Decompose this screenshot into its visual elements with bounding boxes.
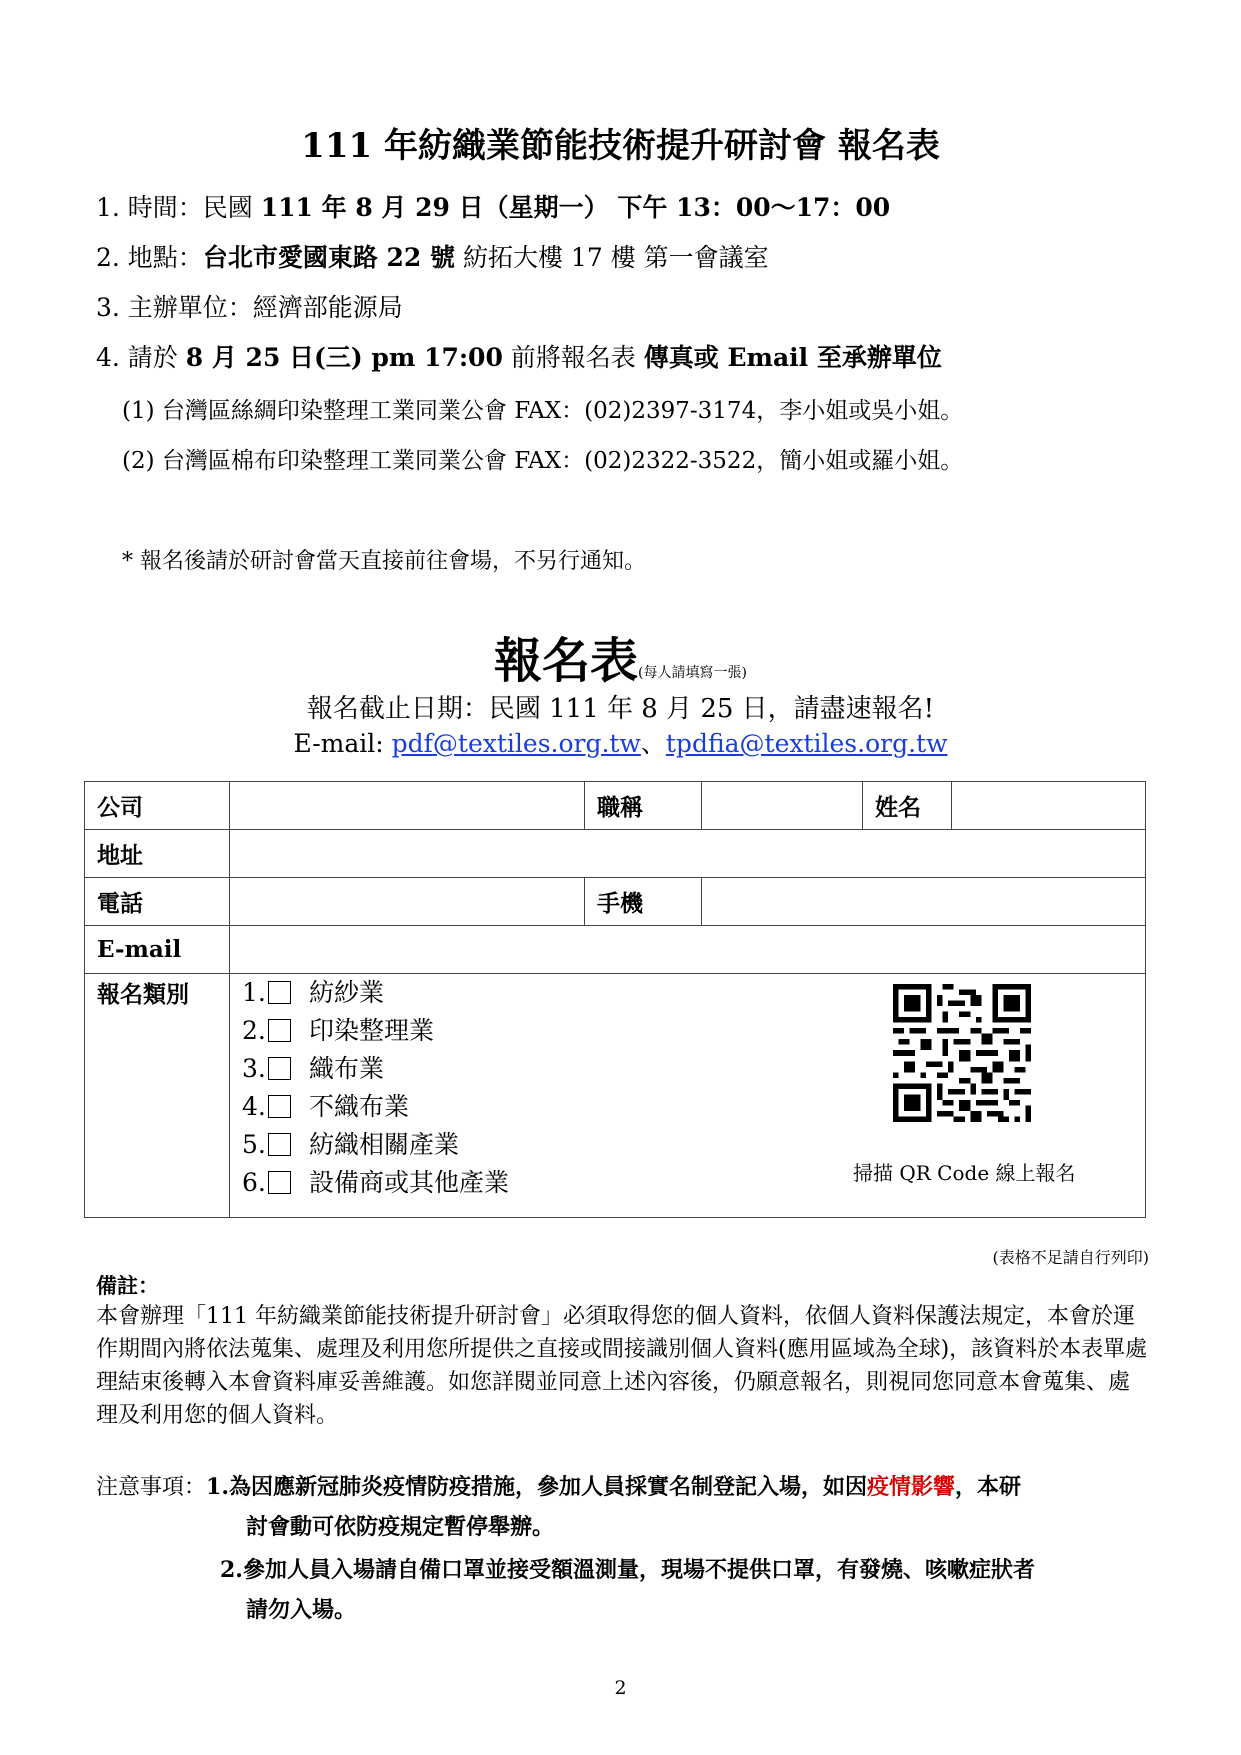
category-label-text: 紡紗業 xyxy=(309,978,385,1007)
category-number: 1. xyxy=(242,978,266,1007)
info-submit-prefix: 4. 請於 xyxy=(96,343,186,372)
email-field[interactable] xyxy=(230,926,1146,974)
info-submit-method: 傳真或 Email 至承辦單位 xyxy=(643,343,942,372)
attention-item-1-text: 1.為因應新冠肺炎疫情防疫措施，參加人員採實名制登記入場，如因 xyxy=(206,1474,867,1500)
attention-item-1-highlight: 疫情影響 xyxy=(867,1474,956,1500)
category-label-text: 織布業 xyxy=(309,1054,385,1083)
print-note: (表格不足請自行列印) xyxy=(992,1248,1149,1267)
address-field[interactable] xyxy=(230,830,1146,878)
category-number: 5. xyxy=(242,1130,266,1159)
notice-note: * 報名後請於研討會當天直接前往會場，不另行通知。 xyxy=(122,549,646,574)
checkbox[interactable] xyxy=(268,1171,291,1194)
attention-item-1-cont: 討會動可依防疫規定暫停舉辦。 xyxy=(246,1514,555,1540)
info-location-label: 2. 地點： xyxy=(96,243,203,272)
remarks-heading: 備註： xyxy=(96,1273,159,1298)
qr-code-icon[interactable] xyxy=(893,984,1031,1122)
email-link-pdf[interactable]: pdf@textiles.org.tw xyxy=(391,729,641,758)
table-row xyxy=(85,878,1146,926)
attention-item-1 xyxy=(96,1470,1021,1501)
phone-field[interactable] xyxy=(230,878,585,926)
job-title-field[interactable] xyxy=(702,782,863,830)
address-label: 地址 xyxy=(85,830,230,878)
phone-label: 電話 xyxy=(85,878,230,926)
attention-item-2: 2.參加人員入場請自備口罩並接受額溫測量，現場不提供口罩，有發燒、咳嗽症狀者 xyxy=(220,1557,1035,1583)
info-time xyxy=(96,188,890,224)
form-emails xyxy=(0,724,1241,760)
category-label-text: 設備商或其他產業 xyxy=(309,1168,510,1197)
table-row xyxy=(85,974,1146,1218)
qr-caption: 掃描 QR Code 線上報名 xyxy=(853,1161,1076,1185)
info-location-room: 紡拓大樓 17 樓 第一會議室 xyxy=(455,243,769,272)
attention-label: 注意事項： xyxy=(96,1475,207,1500)
info-time-label: 1. 時間：民國 xyxy=(96,193,261,222)
info-submit xyxy=(96,338,942,374)
attention-item-1-text-end: ，本研 xyxy=(955,1474,1022,1500)
contact-silk: (1) 台灣區絲綢印染整理工業同業公會 FAX：(02)2397-3174，李小姐或吳小姐。 xyxy=(122,398,964,424)
page-number: 2 xyxy=(614,1677,627,1699)
company-label: 公司 xyxy=(85,782,230,830)
table-row xyxy=(85,782,1146,830)
registration-table xyxy=(84,781,1146,1218)
company-field[interactable] xyxy=(230,782,585,830)
mobile-label: 手機 xyxy=(585,878,702,926)
checkbox[interactable] xyxy=(268,981,291,1004)
checkbox[interactable] xyxy=(268,1133,291,1156)
form-title-note: (每人請填寫一張) xyxy=(638,665,747,681)
category-label-text: 不織布業 xyxy=(309,1092,410,1121)
email-separator: 、 xyxy=(640,729,666,758)
checkbox[interactable] xyxy=(268,1019,291,1042)
mobile-field[interactable] xyxy=(702,878,1146,926)
checkbox[interactable] xyxy=(268,1057,291,1080)
contact-cotton: (2) 台灣區棉布印染整理工業同業公會 FAX：(02)2322-3522，簡小姐或羅小姐。 xyxy=(122,448,964,474)
category-cell xyxy=(230,974,1146,1218)
info-location-address: 台北市愛國東路 22 號 xyxy=(202,243,456,272)
table-row xyxy=(85,830,1146,878)
info-location xyxy=(96,238,769,274)
checkbox[interactable] xyxy=(268,1095,291,1118)
email-link-tpdfia[interactable]: tpdfia@textiles.org.tw xyxy=(665,729,948,758)
category-number: 6. xyxy=(242,1168,266,1197)
name-label: 姓名 xyxy=(863,782,952,830)
name-field[interactable] xyxy=(952,782,1146,830)
document-title: 111 年紡織業節能技術提升研討會 報名表 xyxy=(301,126,940,166)
table-row xyxy=(85,926,1146,974)
email-field-label: E-mail xyxy=(85,926,230,974)
form-deadline: 報名截止日期：民國 111 年 8 月 25 日，請盡速報名! xyxy=(306,694,935,724)
category-label-text: 印染整理業 xyxy=(309,1016,435,1045)
category-number: 2. xyxy=(242,1016,266,1045)
remarks-body: 本會辦理「111 年紡織業節能技術提升研討會」必須取得您的個人資料，依個人資料保護法規定，本會於運作期間內將依法蒐集、處理及利用您所提供之直接或間接識別個人資料(應用區域為全球)，該資料於本表單處理結束後轉入本會資料庫妥善維護。如您詳閱並同意上述內容後，仍願意報名，則視同您同意本會蒐集、處理及利用您的個人資料。 xyxy=(96,1304,1148,1428)
category-list xyxy=(242,974,1145,1217)
category-label-text: 紡織相關產業 xyxy=(309,1130,460,1159)
form-heading xyxy=(0,622,1241,691)
job-title-label: 職稱 xyxy=(585,782,702,830)
form-title: 報名表 xyxy=(494,633,639,689)
info-submit-mid: 前將報名表 xyxy=(502,343,644,372)
attention-item-2-cont: 請勿入場。 xyxy=(246,1597,357,1623)
category-number: 3. xyxy=(242,1054,266,1083)
email-label: E-mail: xyxy=(293,729,392,758)
info-organizer: 3. 主辦單位：經濟部能源局 xyxy=(96,293,403,322)
category-label: 報名類別 xyxy=(85,974,230,1218)
info-submit-deadline: 8 月 25 日(三) pm 17:00 xyxy=(185,343,503,372)
category-number: 4. xyxy=(242,1092,266,1121)
info-time-value: 111 年 8 月 29 日（星期一） 下午 13：00～17：00 xyxy=(260,193,891,222)
